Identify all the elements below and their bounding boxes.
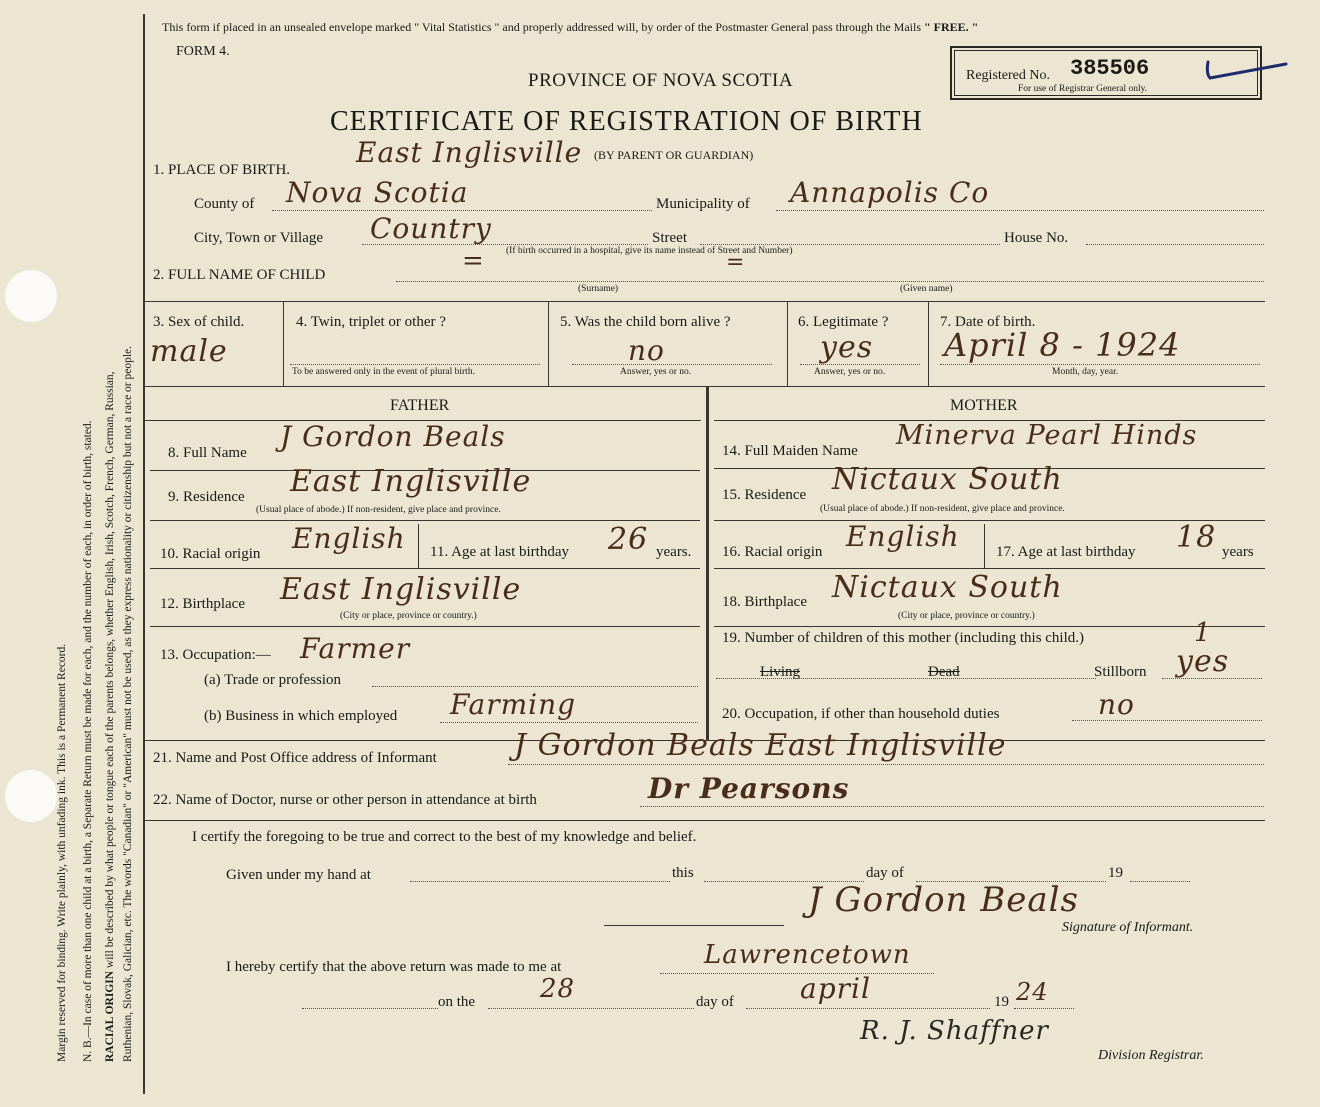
mother-children-label: 19. Number of children of this mother (including this child.)	[722, 630, 1085, 646]
postal-notice	[162, 20, 978, 35]
registered-number: 385506	[1070, 56, 1150, 81]
municipality-value: Annapolis Co	[790, 176, 990, 209]
legitimate-value: yes	[820, 330, 874, 365]
sex-label: 3. Sex of child.	[153, 314, 245, 330]
father-occupation-value: Farmer	[300, 632, 411, 665]
doctor-value: Dr Pearsons	[648, 772, 850, 805]
father-age-value: 26	[608, 522, 649, 557]
mother-stillborn-label: Stillborn	[1094, 664, 1147, 680]
given-name-note: (Given name)	[900, 284, 953, 294]
side-note-1: Margin reserved for binding. Write plainly, with unfading ink. This is a Permanent Record.	[56, 643, 68, 1062]
street-label: Street	[652, 230, 687, 246]
county-line	[272, 210, 652, 211]
father-residence-note: (Usual place of abode.) If non-resident, give place and province.	[256, 505, 501, 515]
city-value: Country	[370, 212, 492, 245]
postal-notice-text: This form if placed in an unsealed envelope marked " Vital Statistics " and properly addressed will, by order of the Postmaster General pass through the Mails	[162, 20, 921, 34]
mother-age-label: 17. Age at last birthday	[996, 544, 1136, 560]
year2-value: 24	[1016, 978, 1049, 1006]
mother-birthplace-note: (City or place, province or country.)	[898, 611, 1035, 621]
mother-children-value: 1	[1194, 618, 1212, 648]
child-name-line	[396, 281, 1264, 282]
municipality-label: Municipality of	[656, 196, 750, 212]
date-of-birth-line	[940, 364, 1260, 365]
municipality-line	[776, 210, 1264, 211]
house-label: House No.	[1004, 230, 1069, 246]
mother-occupation-label: 20. Occupation, if other than household duties	[722, 706, 1000, 722]
mother-living-line	[716, 678, 1096, 679]
postal-notice-free: " FREE. "	[924, 20, 979, 34]
on-the-label: on the	[438, 994, 476, 1010]
informant-label: 21. Name and Post Office address of Informant	[153, 750, 437, 766]
certificate-title: CERTIFICATE OF REGISTRATION OF BIRTH	[330, 106, 923, 137]
mother-racial-label: 16. Racial origin	[722, 544, 823, 560]
punch-hole-bottom	[5, 770, 57, 822]
date-of-birth-label: 7. Date of birth.	[940, 314, 1036, 330]
street-note: (If birth occurred in a hospital, give its name instead of Street and Number)	[506, 246, 793, 256]
county-value: Nova Scotia	[286, 176, 469, 209]
father-birthplace-label: 12. Birthplace	[160, 596, 245, 612]
section2-divider-4	[928, 301, 929, 386]
twin-line	[290, 364, 540, 365]
father-birthplace-value: East Inglisville	[280, 572, 522, 607]
return-line	[660, 973, 934, 974]
alive-label: 5. Was the child born alive ?	[560, 314, 731, 330]
doctor-label: 22. Name of Doctor, nurse or other person in attendance at birth	[153, 792, 537, 808]
mother-dead-label: Dead	[928, 664, 960, 680]
mother-stillborn-value: yes	[1176, 644, 1230, 679]
alive-line	[572, 364, 772, 365]
day-of-label: day of	[866, 865, 904, 881]
form-number: FORM 4.	[176, 44, 230, 59]
mother-age-unit: years	[1222, 544, 1254, 560]
registrar-use-note: For use of Registrar General only.	[1018, 84, 1148, 94]
house-line	[1086, 244, 1264, 245]
father-trade-label: (a) Trade or profession	[204, 672, 342, 688]
section2-top-rule	[145, 301, 1265, 302]
month-line	[746, 1008, 990, 1009]
father-business-value: Farming	[450, 688, 577, 721]
punch-hole-top	[5, 270, 57, 322]
return-place-value: Lawrencetown	[704, 940, 911, 970]
mother-row4-rule	[714, 626, 1265, 627]
father-row2-rule	[150, 520, 700, 521]
year2-prefix: 19	[994, 994, 1009, 1010]
father-business-label: (b) Business in which employed	[204, 708, 398, 724]
father-age-label: 11. Age at last birthday	[430, 544, 569, 560]
section2-divider-2	[548, 301, 549, 386]
parents-divider	[706, 386, 709, 740]
informant-value: J Gordon Beals East Inglisville	[514, 728, 1007, 763]
check-mark-icon	[1200, 56, 1292, 82]
father-residence-value: East Inglisville	[290, 464, 532, 499]
signature-line	[604, 925, 784, 926]
informant-line	[508, 764, 1264, 765]
mother-living-label: Living	[760, 664, 800, 680]
side-note-2: N. B.—In case of more than one child at a birth, a Separate Return must be made for each, and the number of each, in order of birth, stated.	[82, 420, 94, 1062]
certify-statement: I certify the foregoing to be true and correct to the best of my knowledge and belief.	[192, 829, 697, 845]
on-day-line	[488, 1008, 694, 1009]
twin-label: 4. Twin, triplet or other ?	[296, 314, 446, 330]
side-note-3-text: will be described by what people or tongue each of the parents belongs, whether English, Irish, Scotch, French, German, Russian,	[104, 371, 116, 971]
child-given-value: =	[726, 250, 746, 275]
father-name-label: 8. Full Name	[168, 445, 247, 461]
section2-divider-1	[283, 301, 284, 386]
day-of2-label: day of	[696, 994, 734, 1010]
date-of-birth-note: Month, day, year.	[1052, 367, 1119, 377]
child-name-label: 2. FULL NAME OF CHILD	[153, 267, 326, 283]
child-surname-value: =	[462, 246, 485, 276]
registrar-label: Division Registrar.	[1098, 1048, 1204, 1063]
signature-label: Signature of Informant.	[1062, 920, 1194, 935]
mother-name-value: Minerva Pearl Hinds	[896, 420, 1198, 451]
margin-rule	[143, 14, 145, 1094]
father-heading: FATHER	[390, 397, 450, 414]
mother-heading: MOTHER	[950, 397, 1018, 414]
given-under-line	[410, 881, 670, 882]
father-racial-divider	[418, 524, 419, 568]
place-of-birth-label: 1. PLACE OF BIRTH.	[153, 162, 291, 178]
certificate-subtitle: (BY PARENT OR GUARDIAN)	[594, 148, 754, 162]
father-occupation-label: 13. Occupation:—	[160, 647, 271, 663]
year-line	[1130, 881, 1190, 882]
alive-value: no	[628, 334, 665, 367]
mother-row3-rule	[714, 568, 1265, 569]
mother-residence-note: (Usual place of abode.) If non-resident, give place and province.	[820, 504, 1065, 514]
mother-name-label: 14. Full Maiden Name	[722, 443, 858, 459]
surname-note: (Surname)	[578, 284, 619, 294]
street-line	[700, 244, 1000, 245]
mother-racial-divider	[984, 524, 985, 568]
return-label: I hereby certify that the above return was made to me at	[226, 959, 562, 975]
legitimate-label: 6. Legitimate ?	[798, 314, 889, 330]
father-row4-rule	[150, 626, 700, 627]
mother-residence-label: 15. Residence	[722, 487, 807, 503]
mother-birthplace-value: Nictaux South	[832, 570, 1063, 605]
place-of-birth-value: East Inglisville	[356, 136, 583, 169]
registrar-signature: R. J. Shaffner	[860, 1016, 1049, 1046]
informant-signature: J Gordon Beals	[808, 880, 1079, 920]
mother-age-value: 18	[1176, 520, 1217, 555]
doctor-line	[640, 806, 1264, 807]
city-label: City, Town or Village	[194, 230, 324, 246]
father-birthplace-note: (City or place, province or country.)	[340, 611, 477, 621]
mother-occupation-value: no	[1098, 688, 1135, 721]
legitimate-note: Answer, yes or no.	[814, 367, 886, 377]
mother-birthplace-label: 18. Birthplace	[722, 594, 807, 610]
father-racial-label: 10. Racial origin	[160, 546, 261, 562]
sex-value: male	[150, 334, 228, 369]
county-label: County of	[194, 196, 255, 212]
year2-line	[1014, 1008, 1074, 1009]
section2-divider-3	[787, 301, 788, 386]
year-prefix: 19	[1108, 865, 1123, 881]
mother-residence-value: Nictaux South	[832, 462, 1063, 497]
registered-label: Registered No.	[966, 68, 1050, 83]
date-of-birth-value: April 8 - 1924	[944, 326, 1181, 364]
on-month-value: april	[800, 972, 871, 1005]
father-name-value: J Gordon Beals	[280, 420, 506, 453]
father-residence-label: 9. Residence	[168, 489, 245, 505]
alive-note: Answer, yes or no.	[620, 367, 692, 377]
this-label: this	[672, 865, 694, 881]
given-under-label: Given under my hand at	[226, 867, 371, 883]
father-business-line	[440, 722, 698, 723]
side-note-3	[104, 371, 118, 1062]
father-age-unit: years.	[656, 544, 692, 560]
on-the-lead-line	[302, 1008, 438, 1009]
side-note-4: Ruthenian, Slovak, Galician, etc. The words "Canadian" or "American" must not be used, as they express nationality or citizenship but not a race or people.	[122, 345, 134, 1062]
on-day-value: 28	[540, 974, 576, 1004]
mother-racial-value: English	[846, 520, 960, 553]
section2-bottom-rule	[145, 386, 1265, 387]
informant-bottom-rule	[145, 820, 1265, 821]
side-note-3-bold: RACIAL ORIGIN	[104, 970, 116, 1062]
province-heading: PROVINCE OF NOVA SCOTIA	[528, 70, 794, 91]
twin-note: To be answered only in the event of plural birth.	[292, 367, 475, 377]
father-row3-rule	[150, 568, 700, 569]
father-racial-value: English	[292, 522, 406, 555]
father-trade-line	[372, 686, 698, 687]
